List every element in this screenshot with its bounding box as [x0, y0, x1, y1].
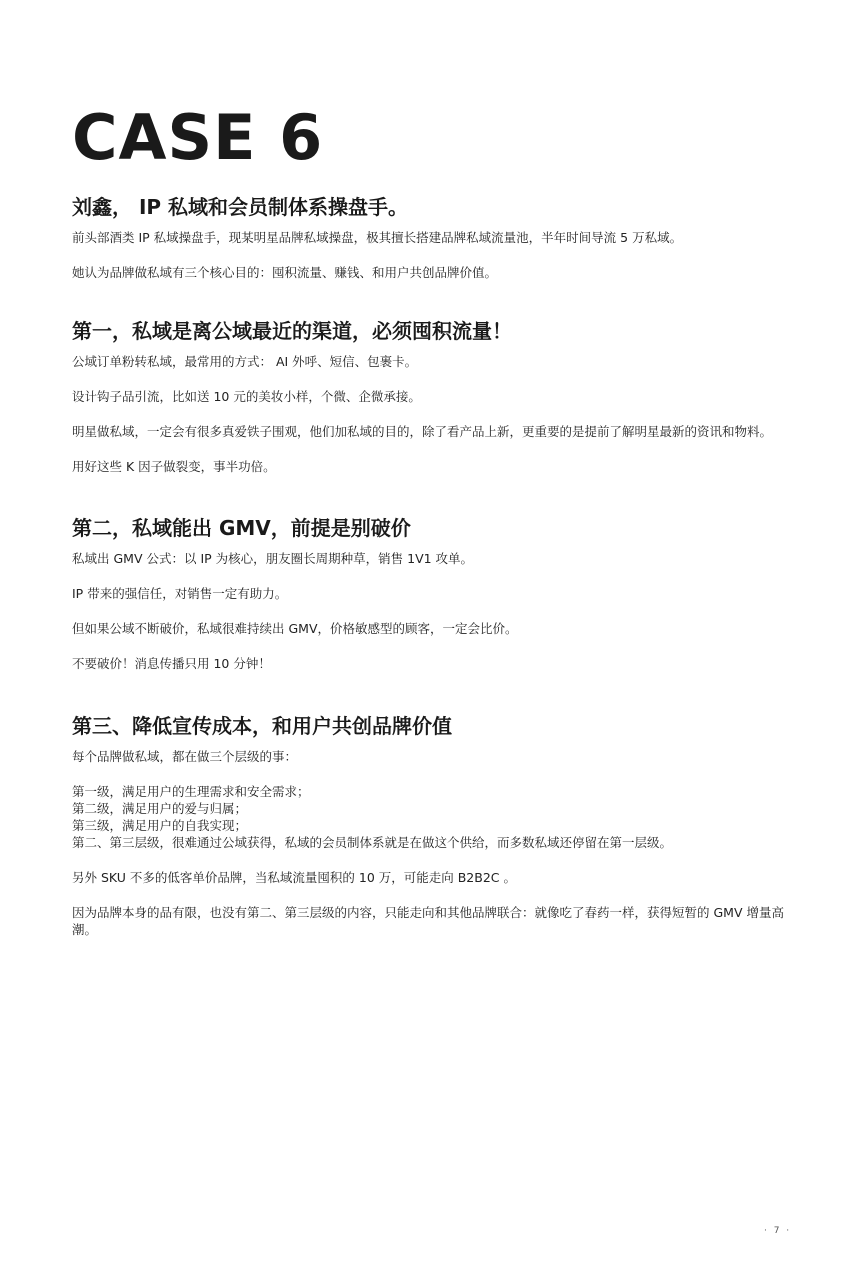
paragraph: 另外 SKU 不多的低客单价品牌，当私域流量囤积的 10 万，可能走向 B2B2C 。: [72, 870, 516, 885]
section-heading: 第一，私域是离公域最近的渠道，必须囤积流量！: [72, 319, 512, 343]
paragraph: 第二级，满足用户的爱与归属；: [72, 801, 248, 816]
paragraph: 明星做私域，一定会有很多真爱铁子围观，他们加私域的目的，除了看产品上新，更重要的是提前了解明星最新的资讯和物料。: [72, 424, 773, 439]
paragraph: 第一级，满足用户的生理需求和安全需求；: [72, 784, 310, 799]
page-number: · 7 ·: [764, 1226, 792, 1236]
paragraph: 私域出 GMV 公式：以 IP 为核心，朋友圈长周期种草，销售 1V1 攻单。: [72, 551, 474, 566]
paragraph: 用好这些 K 因子做裂变，事半功倍。: [72, 459, 276, 474]
case-title: CASE 6: [72, 101, 324, 174]
section-third: [72, 711, 787, 938]
paragraph: 公域订单粉转私域，最常用的方式： AI 外呼、短信、包裹卡。: [72, 354, 418, 369]
paragraph: 第二、第三层级，很难通过公域获得，私域的会员制体系就是在做这个供给，而多数私域还停留在第一层级。: [72, 835, 673, 850]
paragraph: IP 带来的强信任，对销售一定有助力。: [72, 586, 288, 601]
paragraph: 但如果公域不断破价，私域很难持续出 GMV，价格敏感型的顾客，一定会比价。: [72, 621, 518, 636]
section-heading: 第三、降低宣传成本，和用户共创品牌价值: [72, 714, 452, 738]
paragraph: 她认为品牌做私域有三个核心目的：囤积流量、赚钱、和用户共创品牌价值。: [72, 265, 498, 280]
paragraph: 前头部酒类 IP 私域操盘手，现某明星品牌私域操盘，极其擅长搭建品牌私域流量池，半年时间导流 5 万私域。: [72, 230, 683, 245]
paragraph: 不要破价！消息传播只用 10 分钟！: [72, 656, 271, 671]
section-second: [72, 513, 787, 672]
section-heading: 第二，私域能出 GMV，前提是别破价: [72, 516, 411, 540]
section-heading: 刘鑫， IP 私域和会员制体系操盘手。: [72, 195, 409, 219]
paragraph: 每个品牌做私域，都在做三个层级的事：: [72, 749, 298, 764]
section-first: [72, 316, 787, 475]
paragraph: 因为品牌本身的品有限，也没有第二、第三层级的内容，只能走向和其他品牌联合：就像吃了春药一样，获得短暂的 GMV 增量高潮。: [72, 905, 784, 937]
section-profile: [72, 192, 787, 281]
paragraph: 第三级，满足用户的自我实现；: [72, 818, 248, 833]
paragraph: 设计钩子品引流，比如送 10 元的美妆小样，个微、企微承接。: [72, 389, 421, 404]
